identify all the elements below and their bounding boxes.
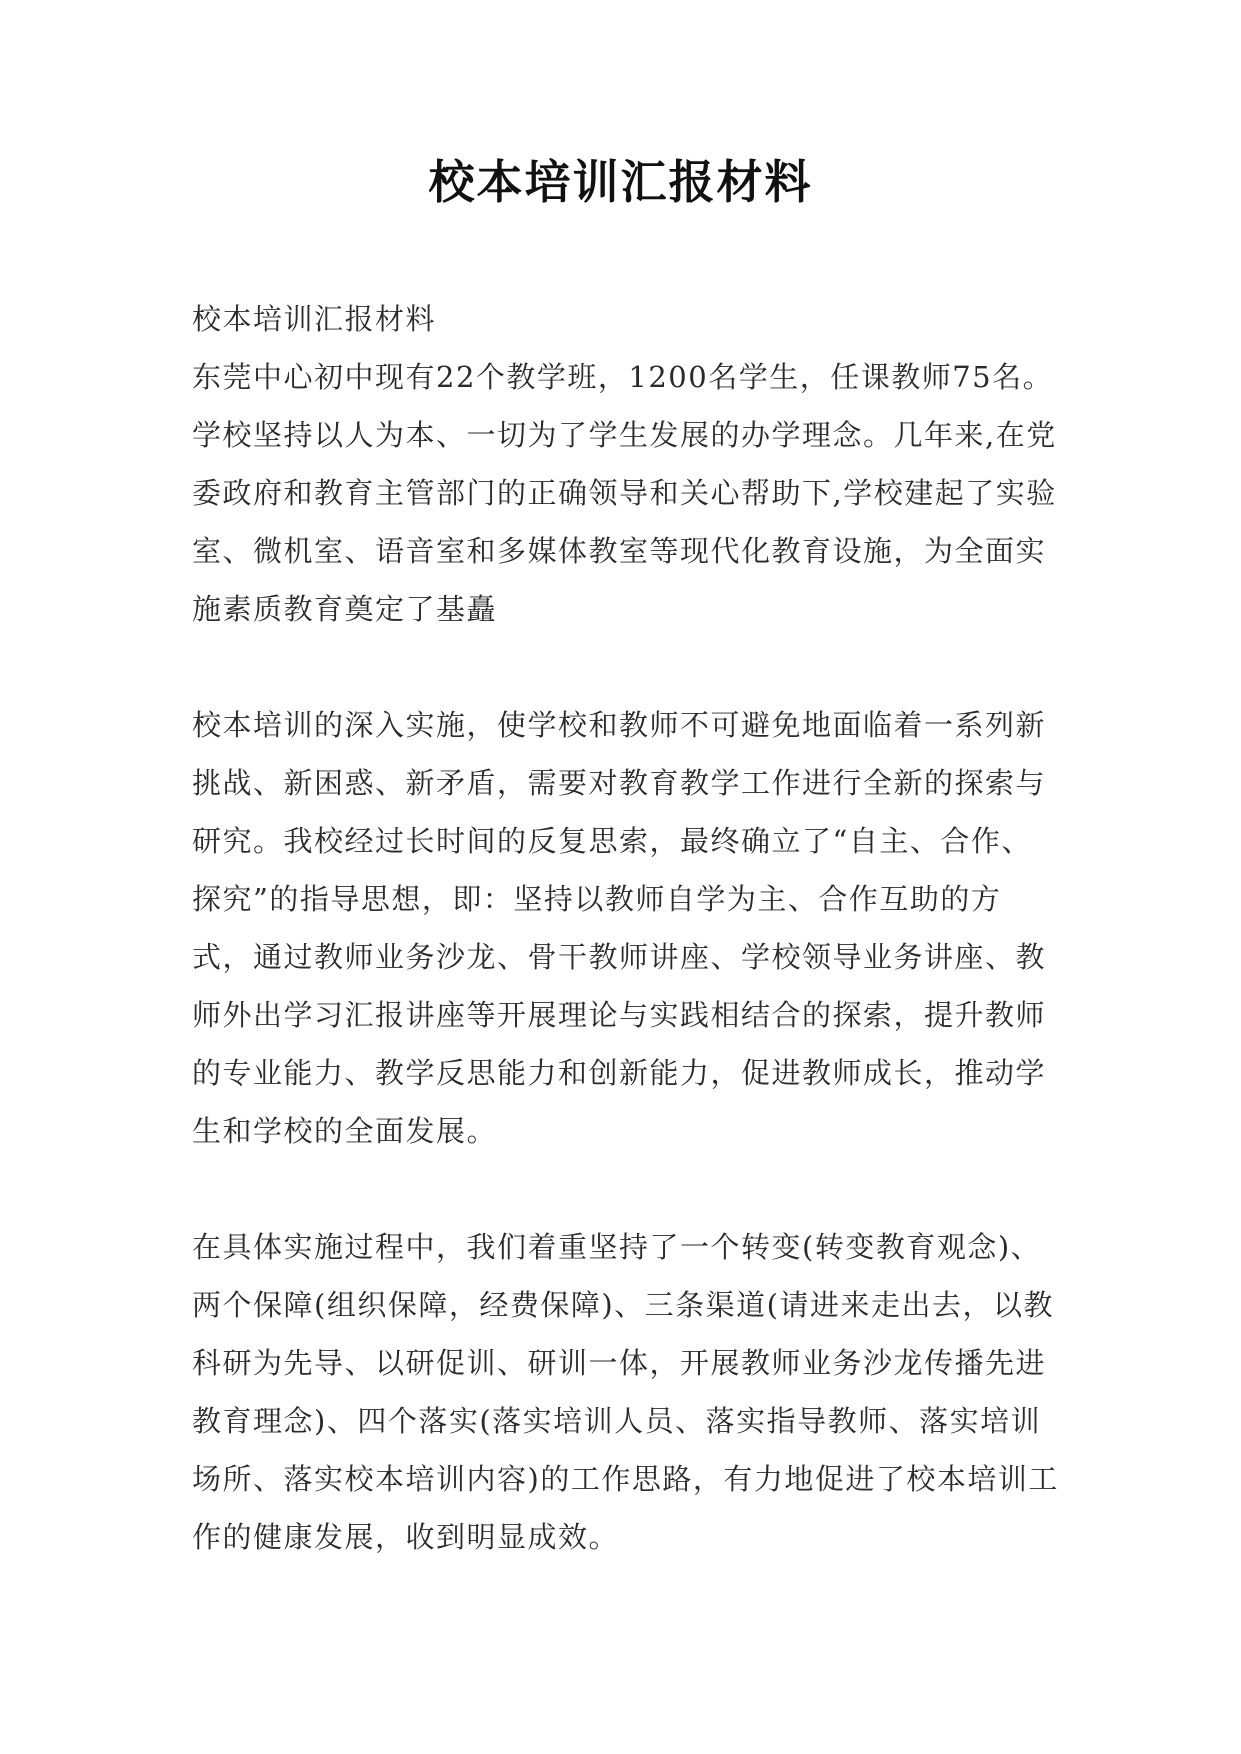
- document-title: 校本培训汇报材料: [428, 155, 813, 209]
- document-body: [192, 290, 1060, 1566]
- paragraph-implementation: 在具体实施过程中，我们着重坚持了一个转变(转变教育观念)、两个保障(组织保障，经费保障)、三条渠道(请进来走出去，以教科研为先导、以研促训、研训一体，开展教师业务沙龙传播先进教育理念)、四个落实(落实培训人员、落实指导教师、落实培训场所、落实校本培训内容)的工作思路，有力地促进了校本培训工作的健康发展，收到明显成效。: [192, 1230, 1059, 1554]
- document-subtitle: 校本培训汇报材料: [192, 302, 437, 336]
- paragraph-intro: 东莞中心初中现有22个教学班，1200名学生，任课教师75名。学校坚持以人为本、一切为了学生发展的办学理念。几年来,在党委政府和教育主管部门的正确领导和关心帮助下,学校建起了实验室、微机室、语音室和多媒体教室等现代化教育设施，为全面实施素质教育奠定了基矗: [192, 360, 1057, 626]
- paragraph-guiding-idea: 校本培训的深入实施，使学校和教师不可避免地面临着一系列新挑战、新困惑、新矛盾，需要对教育教学工作进行全新的探索与研究。我校经过长时间的反复思索，最终确立了“自主、合作、探究”的指导思想，即：坚持以教师自学为主、合作互助的方式，通过教师业务沙龙、骨干教师讲座、学校领导业务讲座、教师外出学习汇报讲座等开展理论与实践相结合的探索，提升教师的专业能力、教学反思能力和创新能力，促进教师成长，推动学生和学校的全面发展。: [192, 708, 1047, 1148]
